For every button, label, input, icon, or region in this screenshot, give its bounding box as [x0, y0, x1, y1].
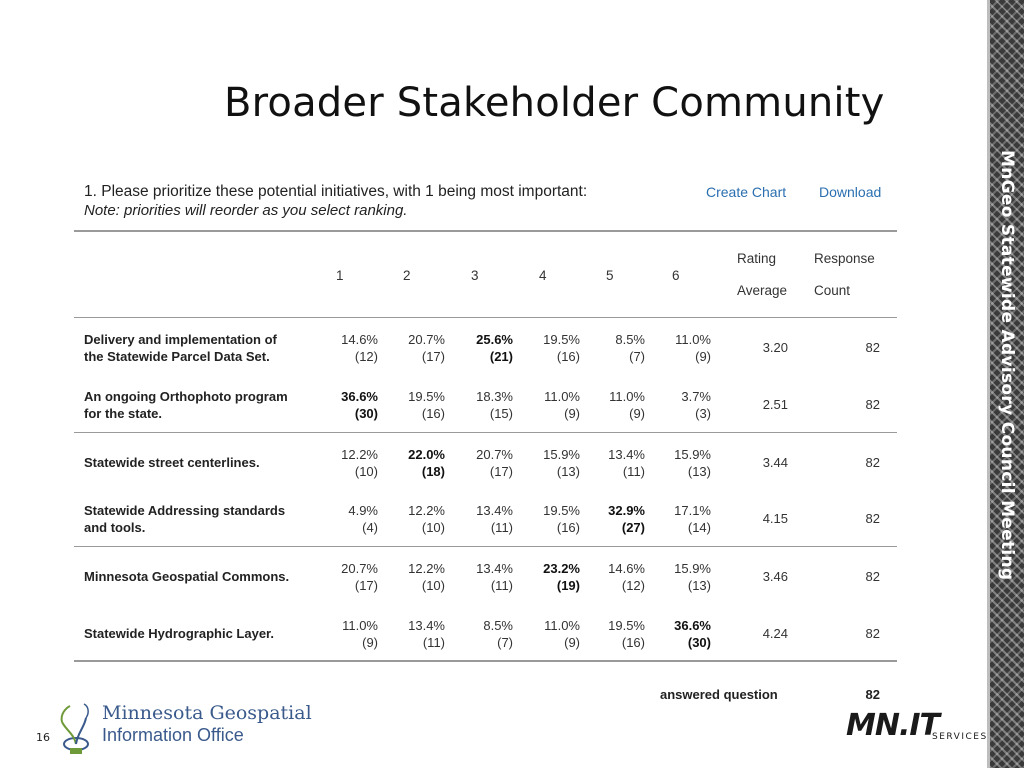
rating-average-cell: 3.20 [762, 340, 788, 355]
mngeo-logo [56, 700, 312, 756]
question-text: 1. Please prioritize these potential initiatives, with 1 being most important: [84, 183, 588, 200]
rating-average-header-line2: Average [737, 283, 788, 298]
table-group-rule [74, 546, 897, 547]
meeting-name-vertical: MnGeo Statewide Advisory Council Meeting [997, 150, 1017, 581]
org-name-line2: Information Office [102, 725, 244, 745]
question-note: Note: priorities will reorder as you select ranking. [84, 202, 408, 219]
rank-cell: 17.1% (14) [674, 503, 711, 535]
rank-cell: 18.3% (15) [476, 389, 513, 421]
table-bottom-rule [74, 660, 897, 662]
table-header-rule [74, 317, 897, 318]
response-count-cell: 82 [865, 626, 880, 641]
rank-cell: 12.2% (10) [408, 503, 445, 535]
response-count-cell: 82 [865, 511, 880, 526]
rank-header-1: 1 [336, 268, 344, 283]
rank-header-5: 5 [606, 268, 614, 283]
rank-cell: 11.0% (9) [609, 389, 645, 421]
rank-cell: 22.0% (18) [408, 447, 445, 479]
rank-cell: 3.7% (3) [681, 389, 711, 421]
response-count-header-line1: Response [814, 251, 875, 266]
create-chart-link[interactable]: Create Chart [706, 184, 787, 200]
rank-cell: 11.0% (9) [342, 618, 378, 650]
rank-header-4: 4 [539, 268, 547, 283]
rank-cell: 20.7% (17) [476, 447, 513, 479]
rank-cell: 4.9% (4) [348, 503, 378, 535]
rank-cell: 12.2% (10) [341, 447, 378, 479]
rank-cell: 11.0% (9) [675, 332, 711, 364]
response-count-cell: 82 [865, 340, 880, 355]
rank-cell: 36.6% (30) [341, 389, 378, 421]
rank-cell: 13.4% (11) [408, 618, 445, 650]
rank-cell: 25.6% (21) [476, 332, 513, 364]
rank-cell: 36.6% (30) [674, 618, 711, 650]
org-name-line1: Minnesota Geospatial [102, 702, 312, 724]
rank-cell: 8.5% (7) [483, 618, 513, 650]
row-label: An ongoing Orthophoto program for the state. [84, 389, 288, 421]
row-label: Statewide street centerlines. [84, 455, 260, 470]
row-label: Statewide Addressing standards and tools. [84, 503, 286, 535]
rank-cell: 11.0% (9) [544, 618, 580, 650]
rank-cell: 20.7% (17) [341, 561, 378, 593]
response-count-cell: 82 [865, 397, 880, 412]
slide-title: Broader Stakeholder Community [224, 80, 885, 126]
rank-cell: 15.9% (13) [674, 447, 711, 479]
rank-cell: 19.5% (16) [543, 332, 580, 364]
rating-average-cell: 3.44 [762, 455, 788, 470]
rank-header-2: 2 [403, 268, 411, 283]
table-top-rule [74, 230, 897, 232]
response-count-cell: 82 [865, 455, 880, 470]
rank-cell: 13.4% (11) [476, 561, 513, 593]
rank-cell: 13.4% (11) [476, 503, 513, 535]
rank-cell: 14.6% (12) [608, 561, 645, 593]
page-number: 16 [36, 731, 50, 744]
rank-cell: 15.9% (13) [674, 561, 711, 593]
rank-cell: 12.2% (10) [408, 561, 445, 593]
row-label: Statewide Hydrographic Layer. [84, 626, 275, 641]
mnit-logo [846, 708, 986, 748]
table-group-rule [74, 432, 897, 433]
row-label: Delivery and implementation of the Statewide Parcel Data Set. [84, 332, 277, 364]
row-label: Minnesota Geospatial Commons. [84, 569, 290, 584]
mnit-services: SERVICES [932, 732, 988, 742]
rank-header-6: 6 [672, 268, 680, 283]
rating-average-cell: 2.51 [762, 397, 788, 412]
rank-cell: 19.5% (16) [608, 618, 645, 650]
rank-cell: 19.5% (16) [543, 503, 580, 535]
response-count-cell: 82 [865, 569, 880, 584]
rank-cell: 32.9% (27) [608, 503, 645, 535]
rating-average-cell: 3.46 [762, 569, 788, 584]
globe-plant-icon [56, 700, 100, 756]
answered-question-label: answered question [660, 687, 778, 702]
rating-average-cell: 4.15 [762, 511, 788, 526]
rank-header-3: 3 [471, 268, 479, 283]
rank-cell: 14.6% (12) [341, 332, 378, 364]
rank-cell: 8.5% (7) [615, 332, 645, 364]
rating-average-header-line1: Rating [737, 251, 777, 266]
rank-cell: 19.5% (16) [408, 389, 445, 421]
rank-cell: 23.2% (19) [543, 561, 580, 593]
mnit-brand: MN.IT [846, 708, 939, 743]
download-link[interactable]: Download [819, 184, 882, 200]
rank-cell: 11.0% (9) [544, 389, 580, 421]
rank-cell: 20.7% (17) [408, 332, 445, 364]
response-count-header-line2: Count [814, 283, 851, 298]
rating-average-cell: 4.24 [762, 626, 788, 641]
rank-cell: 13.4% (11) [608, 447, 645, 479]
answered-question-count: 82 [865, 687, 880, 702]
rank-cell: 15.9% (13) [543, 447, 580, 479]
